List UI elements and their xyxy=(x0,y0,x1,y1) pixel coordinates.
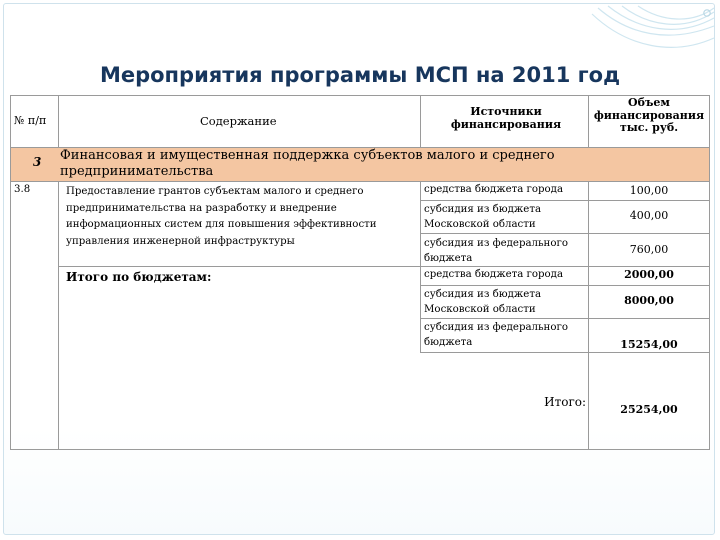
section-number: 3 xyxy=(33,155,42,169)
page-title: Мероприятия программы МСП на 2011 год xyxy=(99,63,621,87)
budget-value-2: 8000,00 xyxy=(624,294,674,307)
budget-source-2: субсидия из бюджета Московской области xyxy=(424,289,542,315)
header-sources: Источники финансирования xyxy=(450,105,562,131)
budget-source-3: субсидия из федерального бюджета xyxy=(424,322,568,348)
row-value-3: 760,00 xyxy=(629,243,669,256)
header-volume: Объем финансирования тыс. руб. xyxy=(593,96,705,135)
row-value-1: 100,00 xyxy=(629,184,669,197)
grand-total-label: Итого: xyxy=(544,395,586,409)
section-title: Финансовая и имущественная поддержка субъектов малого и среднего предпринимательства xyxy=(60,148,555,179)
budget-totals-label: Итого по бюджетам: xyxy=(66,270,212,284)
row-content: Предоставление грантов субъектам малого и среднего предпринимательства на разработку и внедрение информационных систем для повышения эффективности управления инженерной инфраструктуры xyxy=(66,186,377,247)
header-number: № п/п xyxy=(14,114,47,127)
grand-total-value: 25254,00 xyxy=(620,403,678,416)
budget-value-3: 15254,00 xyxy=(620,338,678,351)
header-content: Содержание xyxy=(200,114,277,128)
row-number: 3.8 xyxy=(14,184,31,195)
budget-source-1: средства бюджета города xyxy=(424,269,564,280)
row-value-2: 400,00 xyxy=(629,209,669,222)
row-source-3: субсидия из федерального бюджета xyxy=(424,238,568,264)
budget-value-1: 2000,00 xyxy=(624,268,674,281)
row-source-2: субсидия из бюджета Московской области xyxy=(424,204,542,230)
row-source-1: средства бюджета города xyxy=(424,184,564,195)
